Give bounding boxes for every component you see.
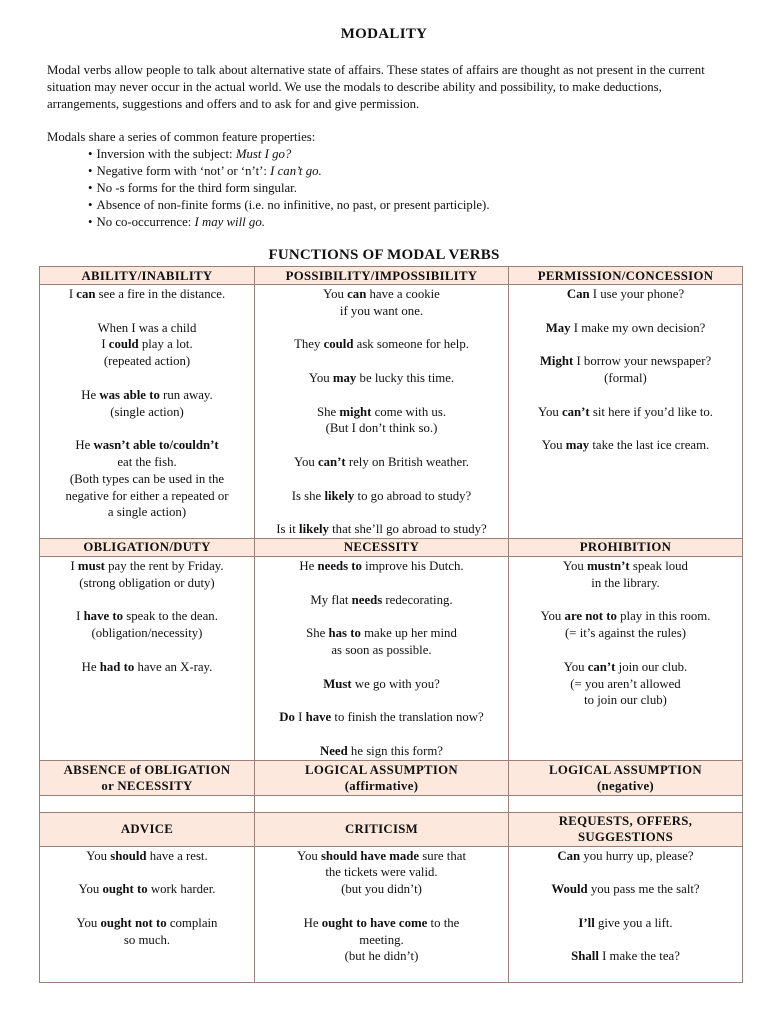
example-text: I <box>294 710 306 725</box>
example-sentence <box>40 320 254 370</box>
example-text: My flat <box>310 592 352 607</box>
example-text: to join our club) <box>584 693 667 708</box>
example-sentence <box>255 454 508 471</box>
example-text: Is it <box>276 522 300 537</box>
example-sentence <box>255 848 508 898</box>
example-sentence <box>255 743 508 760</box>
header-line: SUGGESTIONS <box>577 830 674 845</box>
example-line <box>255 521 508 538</box>
cell-advice <box>40 846 255 982</box>
example-sentence <box>255 370 508 387</box>
example-text: speak loud <box>629 558 688 573</box>
example-line <box>40 881 254 898</box>
example-line <box>255 336 508 353</box>
example-text: in the library. <box>591 575 660 590</box>
example-line <box>509 404 742 421</box>
example-line <box>255 454 508 471</box>
example-line <box>255 948 508 965</box>
example-text: meeting. <box>359 932 404 947</box>
example-text: When I was a child <box>97 320 197 335</box>
example-text: speak to the dean. <box>123 609 218 624</box>
modal-verb: have <box>305 710 332 725</box>
header-prohibition: PROHIBITION <box>509 538 743 556</box>
header-line: REQUESTS, OFFERS, <box>558 814 693 829</box>
cell-necessity <box>255 556 509 760</box>
example-line <box>40 932 254 949</box>
modal-verb: Can <box>557 848 581 863</box>
header-line: ABSENCE of OBLIGATION <box>63 762 231 777</box>
modal-verb: can’t <box>317 454 346 469</box>
example-line <box>509 558 742 575</box>
example-text: (= it’s against the rules) <box>565 626 686 641</box>
modal-verb: should <box>110 848 147 863</box>
example-line <box>255 558 508 575</box>
example-text: work harder. <box>147 882 216 897</box>
example-sentence <box>255 915 508 965</box>
example-line <box>509 692 742 709</box>
example-line <box>255 915 508 932</box>
example-text: play in this room. <box>616 609 711 624</box>
example-line <box>40 575 254 592</box>
modal-verb: might <box>339 404 372 419</box>
example-text: make up her mind <box>360 626 457 641</box>
example-text: I <box>68 287 77 301</box>
example-line <box>40 336 254 353</box>
example-sentence <box>40 659 254 676</box>
example-text: You <box>296 848 321 863</box>
example-text: sit here if you’d like to. <box>589 404 713 419</box>
header-necessity: NECESSITY <box>255 538 509 556</box>
example-text: redecorating. <box>382 592 453 607</box>
modal-verb: mustn’t <box>587 558 630 573</box>
example-line <box>509 625 742 642</box>
example-text: improve his Dutch. <box>361 558 464 573</box>
modal-verb: should have made <box>320 848 420 863</box>
modal-verb: Can <box>566 287 590 301</box>
modal-verb: Need <box>320 743 348 758</box>
example-sentence <box>255 336 508 353</box>
example-sentence <box>509 286 742 303</box>
example-line <box>509 575 742 592</box>
cell-prohibition <box>509 556 743 760</box>
example-text: negative for either a repeated or <box>65 488 229 503</box>
example-text: You <box>541 438 566 453</box>
header-possibility: POSSIBILITY/IMPOSSIBILITY <box>255 267 509 285</box>
example-text: see a fire in the distance. <box>95 287 226 301</box>
modal-verb: could <box>323 337 354 352</box>
modal-verb: may <box>565 438 590 453</box>
empty-cell <box>509 795 743 812</box>
modal-verb: can <box>347 287 367 301</box>
list-item: • No -s forms for the third form singular. <box>88 180 490 197</box>
example-text: ask someone for help. <box>353 337 469 352</box>
intro-section <box>47 62 737 113</box>
modal-verb: likely <box>324 488 355 503</box>
modal-verb: Would <box>551 882 588 897</box>
example-text: He <box>303 915 322 930</box>
example-line <box>40 454 254 471</box>
example-line <box>255 488 508 505</box>
cell-permission <box>509 285 743 539</box>
cell-requests <box>509 846 743 982</box>
example-line <box>40 286 254 303</box>
example-sentence <box>255 592 508 609</box>
example-line <box>255 370 508 387</box>
example-sentence <box>509 848 742 865</box>
example-text: He <box>75 438 94 453</box>
example-text: come with us. <box>371 404 447 419</box>
example-line <box>509 915 742 932</box>
example-sentence <box>255 709 508 726</box>
example-text: (Both types can be used in the <box>69 471 225 486</box>
example-text: You <box>540 609 565 624</box>
header-row-4 <box>40 812 743 846</box>
example-text: as soon as possible. <box>331 642 432 657</box>
example-text: he sign this form? <box>347 743 443 758</box>
example-text: that she’ll go abroad to study? <box>328 522 487 537</box>
example-text: have a rest. <box>146 848 208 863</box>
example-text: join our club. <box>615 659 688 674</box>
example-text: You <box>563 558 587 573</box>
example-line <box>40 320 254 337</box>
example-sentence <box>40 881 254 898</box>
example-text: I make the tea? <box>598 949 680 964</box>
example-text: have an X-ray. <box>134 659 213 674</box>
modal-verb: must <box>77 558 105 573</box>
header-row-2 <box>40 538 743 556</box>
modal-functions-table <box>39 266 743 983</box>
example-text: They <box>294 337 324 352</box>
example-line <box>255 642 508 659</box>
example-text: I borrow your newspaper? <box>573 354 712 369</box>
example-text: sure that <box>419 848 467 863</box>
example-text: Is she <box>291 488 325 503</box>
example-line <box>40 504 254 521</box>
example-text: pay the rent by Friday. <box>104 558 224 573</box>
example-text: I use your phone? <box>589 287 685 301</box>
example-line <box>255 881 508 898</box>
example-text: if you want one. <box>339 303 424 318</box>
example-text: play a lot. <box>138 337 193 352</box>
list-item: • No co-occurrence: I may will go. <box>88 214 490 231</box>
example-line <box>40 608 254 625</box>
example-sentence <box>40 558 254 592</box>
example-text: the tickets were valid. <box>325 865 438 880</box>
example-line <box>255 625 508 642</box>
example-text: You <box>563 659 588 674</box>
modal-verb: had to <box>99 659 135 674</box>
example-line <box>40 848 254 865</box>
modal-verb: May <box>545 320 571 335</box>
example-text: (strong obligation or duty) <box>79 575 215 590</box>
example-line <box>509 320 742 337</box>
document-title: MODALITY <box>340 26 428 42</box>
example-line <box>509 286 742 303</box>
modal-verb: likely <box>299 522 329 537</box>
example-text: She <box>306 626 329 641</box>
modal-verb: Might <box>539 354 574 369</box>
modal-verb: can’t <box>587 659 616 674</box>
modal-verb: has to <box>328 626 361 641</box>
example-line <box>40 387 254 404</box>
example-line <box>509 370 742 387</box>
example-text: You <box>323 287 348 301</box>
example-line <box>40 353 254 370</box>
example-sentence <box>509 437 742 454</box>
header-line: LOGICAL ASSUMPTION <box>549 762 702 777</box>
modal-verb: needs <box>351 592 383 607</box>
example-sentence <box>509 608 742 642</box>
example-text: You <box>308 370 333 385</box>
example-text: so much. <box>123 932 171 947</box>
features-lead: Modals share a series of common feature properties: <box>47 130 316 144</box>
example-line <box>255 676 508 693</box>
modal-verb: have to <box>83 609 124 624</box>
example-text: run away. <box>159 387 213 402</box>
example-text: I make my own decision? <box>570 320 706 335</box>
header-criticism <box>255 812 509 846</box>
example-text: rely on British weather. <box>345 454 469 469</box>
example-line <box>255 743 508 760</box>
header-line: ADVICE <box>120 822 174 837</box>
example-sentence <box>509 404 742 421</box>
example-text: I <box>70 558 78 573</box>
header-requests <box>509 812 743 846</box>
example-text: I <box>76 609 84 624</box>
example-sentence <box>40 848 254 865</box>
example-sentence <box>40 437 254 521</box>
example-text: (= you aren’t allowed <box>570 676 681 691</box>
cell-ability <box>40 285 255 539</box>
example-sentence <box>255 625 508 659</box>
modal-verb: may <box>332 370 357 385</box>
features-list <box>88 146 490 231</box>
example-text: (but you didn’t) <box>341 882 422 897</box>
example-sentence <box>509 558 742 592</box>
list-item: • Absence of non-finite forms (i.e. no infinitive, no past, or present participle). <box>88 197 490 214</box>
example-line <box>255 592 508 609</box>
example-text: give you a lift. <box>594 915 673 930</box>
modal-verb: can <box>76 287 96 301</box>
modal-verb: Do <box>279 710 295 725</box>
modal-verb: I’ll <box>578 915 595 930</box>
example-text: you hurry up, please? <box>580 848 694 863</box>
example-sentence <box>509 915 742 932</box>
example-text: to go abroad to study? <box>354 488 472 503</box>
modal-verb: Must <box>323 676 352 691</box>
header-permission: PERMISSION/CONCESSION <box>509 267 743 285</box>
example-sentence <box>255 521 508 538</box>
modal-verb: needs to <box>317 558 362 573</box>
example-text: (single action) <box>110 404 184 419</box>
functions-title: FUNCTIONS OF MODAL VERBS <box>268 247 500 263</box>
modal-verb: ought not to <box>100 915 167 930</box>
modal-verb: are not to <box>564 609 617 624</box>
example-line <box>509 353 742 370</box>
example-text: You <box>78 882 103 897</box>
modal-verb: Shall <box>571 949 599 964</box>
example-line <box>255 848 508 865</box>
header-row-1 <box>40 267 743 285</box>
cell-criticism <box>255 846 509 982</box>
example-text: complain <box>166 915 218 930</box>
example-text: (but he didn’t) <box>344 949 419 964</box>
example-text: take the last ice cream. <box>589 438 710 453</box>
body-row-2 <box>40 556 743 760</box>
example-text: eat the fish. <box>117 454 177 469</box>
example-sentence <box>255 676 508 693</box>
example-line <box>255 864 508 881</box>
example-line <box>255 709 508 726</box>
example-sentence <box>255 404 508 438</box>
header-advice <box>40 812 255 846</box>
example-sentence <box>509 353 742 387</box>
header-line: LOGICAL ASSUMPTION <box>305 762 458 777</box>
header-obligation: OBLIGATION/DUTY <box>40 538 255 556</box>
example-line <box>40 659 254 676</box>
header-logical-negative <box>509 760 743 795</box>
example-line <box>509 608 742 625</box>
example-sentence <box>509 948 742 965</box>
example-line <box>509 676 742 693</box>
example-line <box>40 471 254 488</box>
example-line <box>255 420 508 437</box>
example-text: be lucky this time. <box>356 370 455 385</box>
cell-possibility <box>255 285 509 539</box>
modal-verb: could <box>108 337 139 352</box>
example-sentence <box>255 286 508 320</box>
example-line <box>255 303 508 320</box>
example-sentence <box>255 558 508 575</box>
example-text: (But I don’t think so.) <box>325 421 438 436</box>
example-text: I <box>101 337 109 352</box>
example-line <box>509 659 742 676</box>
header-line: or NECESSITY <box>101 778 193 793</box>
example-sentence <box>509 659 742 709</box>
example-sentence <box>255 488 508 505</box>
example-line <box>255 286 508 303</box>
modal-verb: was able to <box>99 387 160 402</box>
header-absence-obligation <box>40 760 255 795</box>
example-line <box>40 404 254 421</box>
example-text: You <box>537 404 562 419</box>
empty-cell <box>255 795 509 812</box>
header-line: (affirmative) <box>344 778 419 793</box>
header-line: (negative) <box>596 778 654 793</box>
list-item: • Inversion with the subject: Must I go? <box>88 146 490 163</box>
example-text: have a cookie <box>366 287 440 301</box>
example-text: a single action) <box>107 505 187 520</box>
example-text: to the <box>427 915 460 930</box>
example-line <box>40 625 254 642</box>
example-line <box>255 404 508 421</box>
example-line <box>509 848 742 865</box>
example-line <box>40 915 254 932</box>
example-line <box>40 558 254 575</box>
modal-verb: ought to <box>102 882 148 897</box>
header-ability: ABILITY/INABILITY <box>40 267 255 285</box>
example-text: He <box>299 558 318 573</box>
cell-obligation <box>40 556 255 760</box>
example-text: (obligation/necessity) <box>91 626 203 641</box>
intro-paragraph: Modal verbs allow people to talk about alternative state of affairs. These states of affairs are thought as not present in the current situation may never occur in the actual world. We use the modals to describe ability and possibility, to make deductions, arrangements, suggestions and offers and to ask for and give permission. <box>47 63 705 111</box>
example-sentence <box>509 320 742 337</box>
body-row-1 <box>40 285 743 539</box>
body-row-4 <box>40 846 743 982</box>
example-line <box>255 932 508 949</box>
header-row-3 <box>40 760 743 795</box>
example-sentence <box>40 915 254 949</box>
modal-verb: can’t <box>561 404 590 419</box>
modal-verb: wasn’t able to/couldn’t <box>93 438 219 453</box>
example-text: you pass me the salt? <box>587 882 700 897</box>
example-text: (formal) <box>604 370 647 385</box>
empty-cell <box>40 795 255 812</box>
example-text: You <box>86 848 111 863</box>
example-text: She <box>316 404 340 419</box>
example-line <box>509 437 742 454</box>
example-text: (repeated action) <box>103 354 191 369</box>
example-text: You <box>293 454 318 469</box>
example-text: to finish the translation now? <box>331 710 484 725</box>
example-sentence <box>40 286 254 303</box>
example-line <box>509 881 742 898</box>
example-line <box>40 488 254 505</box>
header-logical-affirmative <box>255 760 509 795</box>
example-line <box>509 948 742 965</box>
example-text: He <box>81 387 100 402</box>
example-sentence <box>509 881 742 898</box>
modal-verb: ought to have come <box>321 915 428 930</box>
example-sentence <box>40 608 254 642</box>
example-sentence <box>40 387 254 421</box>
example-text: He <box>81 659 100 674</box>
header-line: CRITICISM <box>344 822 419 837</box>
empty-row <box>40 795 743 812</box>
example-line <box>40 437 254 454</box>
example-text: You <box>76 915 101 930</box>
example-text: we go with you? <box>351 676 440 691</box>
list-item: • Negative form with ‘not’ or ‘n’t’: I can’t go. <box>88 163 490 180</box>
